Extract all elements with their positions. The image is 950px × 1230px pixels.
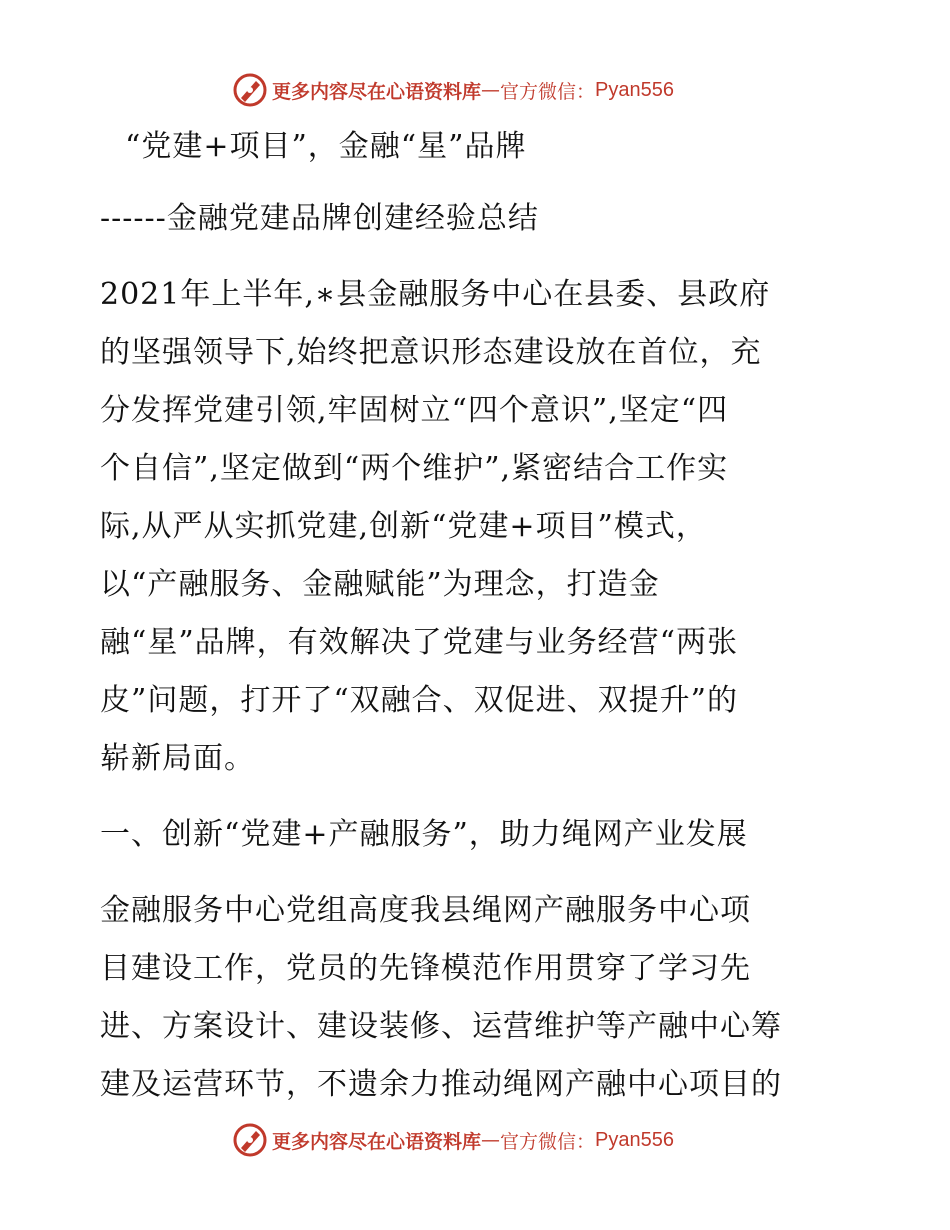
watermark-banner-top (232, 70, 674, 110)
watermark-label: 官方微信： (500, 80, 596, 103)
paragraph-line: 际,从严从实抓党建,创新“党建+项目”模式， (100, 509, 707, 544)
watermark-brand: 更多内容尽在心语资料库 (272, 80, 482, 103)
document-title: “党建+项目”，金融“星”品牌 (125, 129, 527, 164)
section-1-heading: 一、创新“党建+产融服务”，助力绳网产业发展 (100, 817, 748, 852)
paragraph-line: 以“产融服务、金融赋能”为理念，打造金 (100, 567, 660, 602)
watermark-dash: — (481, 1129, 501, 1151)
paragraph-line: 个自信”,坚定做到“两个维护”,紧密结合工作实 (100, 451, 729, 486)
paragraph-line: 崭新局面。 (100, 741, 255, 776)
paragraph-line: 进、方案设计、建设装修、运营维护等产融中心筹 (100, 1009, 782, 1044)
paragraph-line: 金融服务中心党组高度我县绳网产融服务中心项 (100, 893, 751, 928)
watermark-handle: Pyan556 (595, 1128, 674, 1151)
paragraph-line: 建及运营环节，不遗余力推动绳网产融中心项目的 (100, 1067, 782, 1102)
watermark-brand: 更多内容尽在心语资料库 (272, 1130, 482, 1153)
paragraph-line: 分发挥党建引领,牢固树立“四个意识”,坚定“四 (100, 393, 729, 428)
watermark-banner-bottom (232, 1120, 674, 1160)
watermark-dash: — (481, 79, 501, 101)
paragraph-line: 融“星”品牌，有效解决了党建与业务经营“两张 (100, 625, 739, 660)
watermark-handle: Pyan556 (595, 78, 674, 101)
document-subtitle: ------金融党建品牌创建经验总结 (100, 201, 539, 236)
pen-seal-icon (232, 72, 268, 108)
watermark-label: 官方微信： (500, 1130, 596, 1153)
paragraph-line: 皮”问题，打开了“双融合、双促进、双提升”的 (100, 683, 739, 718)
pen-seal-icon (232, 1122, 268, 1158)
paragraph-line: 的坚强领导下,始终把意识形态建设放在首位，充 (100, 335, 762, 370)
paragraph-line: 目建设工作，党员的先锋模范作用贯穿了学习先 (100, 951, 751, 986)
paragraph-line: 2021年上半年,∗县金融服务中心在县委、县政府 (100, 277, 771, 312)
